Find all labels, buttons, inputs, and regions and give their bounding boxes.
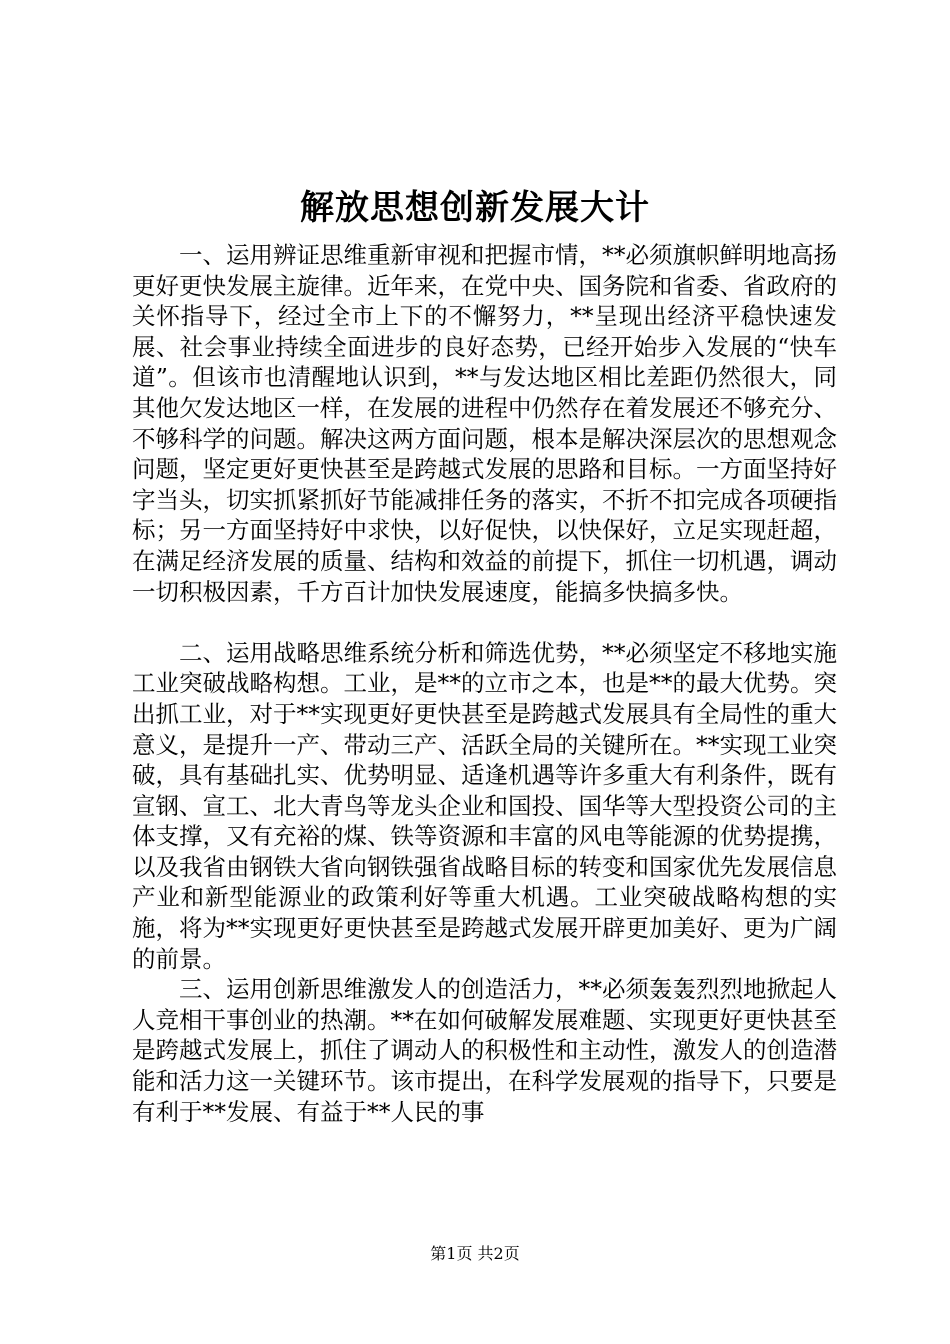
document-body xyxy=(132,240,837,1127)
page-footer: 第1页 共2页 xyxy=(430,1244,520,1263)
document-title: 解放思想创新发展大计 xyxy=(300,188,650,228)
paragraph-3: 三、运用创新思维激发人的创造活力，**必须轰轰烈烈地掀起人人竞相干事创业的热潮。**在如何破解发展难题、实现更好更快甚至是跨越式发展上，抓住了调动人的积极性和主动性，激发人的创造潜能和活力这一关键环节。该市提出，在科学发展观的指导下，只要是有利于**发展、有益于**人民的事 xyxy=(132,975,837,1126)
paragraph-1: 一、运用辨证思维重新审视和把握市情，**必须旗帜鲜明地高扬更好更快发展主旋律。近年来，在党中央、国务院和省委、省政府的关怀指导下，经过全市上下的不懈努力，**呈现出经济平稳快速发展、社会事业持续全面进步的良好态势，已经开始步入发展的“快车道”。但该市也清醒地认识到，**与发达地区相比差距仍然很大，同其他欠发达地区一样，在发展的进程中仍然存在着发展还不够充分、不够科学的问题。解决这两方面问题，根本是解决深层次的思想观念问题，坚定更好更快甚至是跨越式发展的思路和目标。一方面坚持好字当头，切实抓紧抓好节能减排任务的落实，不折不扣完成各项硬指标；另一方面坚持好中求快，以好促快，以快保好，立足实现赶超，在满足经济发展的质量、结构和效益的前提下，抓住一切机遇，调动一切积极因素，千方百计加快发展速度，能搞多快搞多快。 xyxy=(132,241,837,606)
paragraph-2: 二、运用战略思维系统分析和筛选优势，**必须坚定不移地实施工业突破战略构想。工业，是**的立市之本，也是**的最大优势。突出抓工业，对于**实现更好更快甚至是跨越式发展具有全局性的重大意义，是提升一产、带动三产、活跃全局的关键所在。**实现工业突破，具有基础扎实、优势明显、适逢机遇等许多重大有利条件，既有宣钢、宣工、北大青鸟等龙头企业和国投、国华等大型投资公司的主体支撑，又有充裕的煤、铁等资源和丰富的风电等能源的优势提携，以及我省由钢铁大省向钢铁强省战略目标的转变和国家优先发展信息产业和新型能源业的政策利好等重大机遇。工业突破战略构想的实施，将为**实现更好更快甚至是跨越式发展开辟更加美好、更为广阔的前景。 xyxy=(132,638,837,973)
